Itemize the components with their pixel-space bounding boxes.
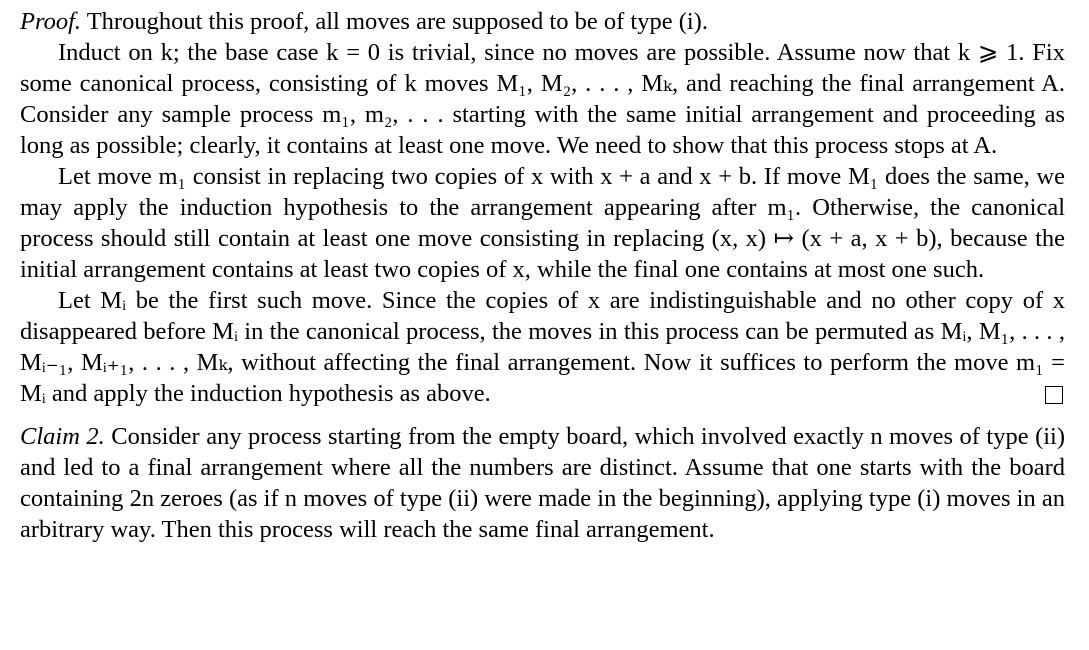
proof-paragraph-3 <box>20 285 1065 409</box>
proof-intro-paragraph <box>20 6 1065 37</box>
claim-text: Consider any process starting from the empty board, which involved exactly n moves of type (ii) and led to a final arrangement where all the numbers are distinct. Assume that one starts with the board containing 2n zeroes (as if n moves of type (ii) were made in the beginning), applying type (i) moves in an arbitrary way. Then this process will reach the same final arrangement. <box>20 423 1066 543</box>
proof-paragraph-3-text: Let Mᵢ be the first such move. Since the copies of x are indistinguishable and no other copy of x disappeared before Mᵢ in the canonical process, the moves in this process can be permuted as Mᵢ, M₁, . . . , Mᵢ₋₁, Mᵢ₊₁, . . . , Mₖ, without affecting the final arrangement. Now it suffices to perform the move m₁ = Mᵢ and apply the induction hypothesis as above. <box>20 287 1065 407</box>
proof-intro-text: Throughout this proof, all moves are supposed to be of type (i). <box>86 8 708 35</box>
qed-box-icon <box>1045 386 1063 404</box>
claim-label: Claim 2. <box>20 423 105 450</box>
claim-paragraph <box>20 421 1065 545</box>
section-gap <box>20 409 1065 421</box>
proof-paragraph-1: Induct on k; the base case k = 0 is trivial, since no moves are possible. Assume now that k ⩾ 1. Fix some canonical process, consisting of k moves M₁, M₂, . . . , Mₖ, and reaching the final arrangement A. Consider any sample process m₁, m₂, . . . starting with the same initial arrangement and proceeding as long as possible; clearly, it contains at least one move. We need to show that this process stops at A. <box>20 39 1065 159</box>
proof-label: Proof. <box>20 8 82 35</box>
proof-paragraph-2: Let move m₁ consist in replacing two copies of x with x + a and x + b. If move M₁ does the same, we may apply the induction hypothesis to the arrangement appearing after m₁. Otherwise, the canonical process should still contain at least one move consisting in replacing (x, x) ↦ (x + a, x + b), because the initial arrangement contains at least two copies of x, while the final one contains at most one such. <box>20 163 1065 283</box>
